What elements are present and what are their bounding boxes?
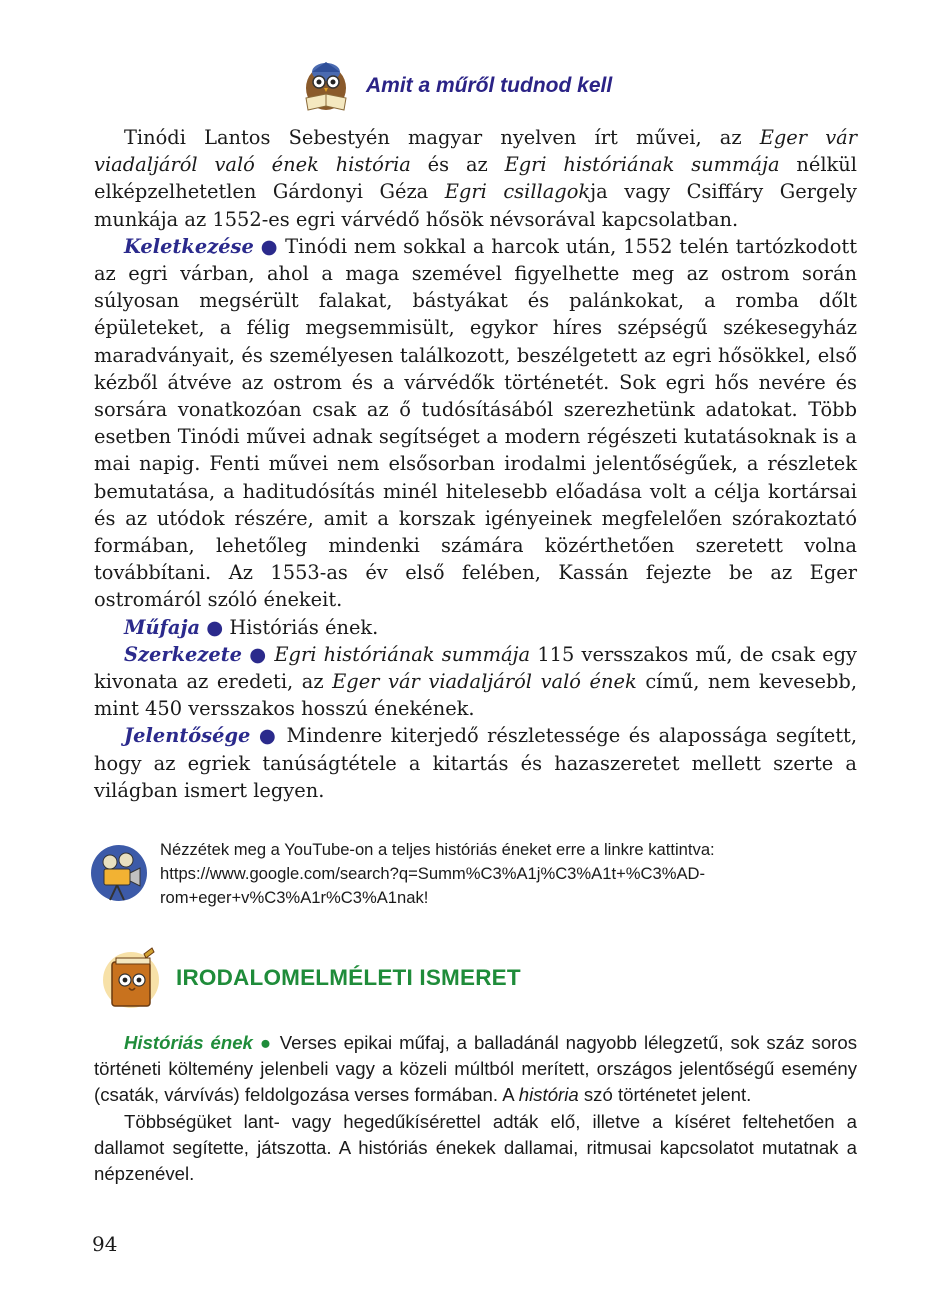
- term-heading: Keletkezése: [124, 234, 254, 258]
- text: Históriás ének.: [223, 615, 379, 639]
- text: ja vagy Csiffáry Gergely munkája az 1552-es egri várvédő hősök névsorával kapcsolatban.: [94, 180, 857, 231]
- paragraph-jelentosege: [94, 722, 857, 804]
- main-text: [94, 124, 857, 804]
- term-heading: Jelentősége: [124, 724, 251, 748]
- term-heading: Szerkezete: [124, 642, 242, 666]
- paragraph-mufaja: [94, 614, 857, 641]
- youtube-link-cont[interactable]: rom+eger+v%C3%A1r%C3%A1nak!: [160, 888, 429, 907]
- italic-title: Egri csillagok: [444, 180, 591, 204]
- youtube-note: [90, 838, 860, 910]
- page-number: 94: [92, 1232, 118, 1256]
- note-line: Nézzétek meg a YouTube-on a teljes históriás éneket erre a linkre kattintva:: [160, 840, 715, 859]
- text: 115 versszakos mű, de csak egy kivonata az eredeti, az: [94, 642, 857, 694]
- paragraph-intro: [94, 124, 857, 233]
- bullet: ●: [259, 1032, 273, 1053]
- bullet: ●: [258, 724, 279, 748]
- italic-title: Eger vár viadaljáról való ének história: [94, 126, 857, 177]
- text: Verses epikai műfaj, a balladánál nagyobb lélegzetű, sok száz soros történeti költemény jelenbeli vagy a közeli múltból merített, országos jelentőségű esemény (csaták, várvívás) feldolgozása verses formában. A: [94, 1032, 857, 1106]
- text: és az: [410, 153, 505, 177]
- term-heading: Műfaja: [124, 615, 201, 639]
- text: szó történetet jelent.: [578, 1084, 752, 1106]
- owl-reading-icon: [298, 58, 354, 114]
- text: Tinódi Lantos Sebestyén magyar nyelven írt művei, az: [124, 126, 760, 149]
- paragraph-keletkezese: [94, 233, 857, 614]
- term-heading: Históriás ének: [124, 1032, 253, 1053]
- text: Tinódi nem sokkal a harcok után, 1552 telén tartózkodott az egri várban, ahol a maga szemével figyelhette meg az ostrom során súlyosan megsérült falakat, bástyákat és palánkokat, a romba dőlt épületeket, a félig megsemmisült, egykor híres szépségű székesegyház maradványait, és személyesen találkozott, beszélgetett az egri hősökkel, első kézből átvéve az ostrom és a várvédők történetét. Sok egri hős nevére és sorsára vonatkozóan csak az ő tudósításából szerezhetünk adatokat. Több esetben Tinódi művei adnak segítséget a modern régészeti kutatásoknak is a mai napig. Fenti művei nem elsősorban irodalmi jelentőségűek, a részletek bemutatása, a haditudósítás minél hitelesebb előadása volt a célja kortársai és az utódok részére, amit a korszak igényeinek megfelelően szórakoztató formában, lehetőleg mindenki számára közérthetően szeretett volna továbbítani. Az 1553-as év első felében, Kassán fejezte be az Eger ostromáról szóló énekeit.: [94, 234, 857, 612]
- book-owl-icon: [100, 946, 162, 1010]
- text: nélkül elképzelhetetlen Gárdonyi Géza: [94, 153, 858, 204]
- theory-section-header: [100, 946, 521, 1010]
- theory-text: [94, 1030, 857, 1187]
- paragraph-szerkezete: [94, 641, 857, 723]
- bullet: ●: [260, 234, 279, 258]
- bullet: ●: [249, 642, 268, 666]
- italic-word: história: [518, 1084, 579, 1106]
- film-camera-icon: [90, 842, 148, 904]
- italic-title: Eger vár viadaljáról való ének: [332, 670, 637, 694]
- header-title: Amit a műről tudnod kell: [366, 74, 613, 97]
- note-text: [160, 838, 860, 910]
- youtube-link[interactable]: https://www.google.com/search?q=Summ%C3%A1j%C3%A1t+%C3%AD-: [160, 864, 706, 883]
- text: című, nem kevesebb, mint 450 versszakos hosszú énekének.: [94, 670, 857, 721]
- paragraph-historias-enek: [94, 1030, 857, 1109]
- italic-title: Egri históriának summája: [267, 642, 531, 666]
- italic-title: Egri históriának summája: [504, 153, 780, 177]
- paragraph-tobbseguket: Többségüket lant- vagy hegedűkísérettel adták elő, illetve a kíséret feltehetően a dallamot segítette, játszotta. A históriás énekek dallamai, ritmusai kapcsolatot mutatnak a népzenével.: [94, 1110, 857, 1185]
- section-header: [298, 58, 612, 114]
- bullet: ●: [206, 615, 224, 639]
- section-title: IRODALOMELMÉLETI ISMERET: [176, 965, 521, 990]
- text: Mindenre kiterjedő részletessége és alapossága segített, hogy az egriek tanúságtétele a kitartás és hazaszeretet mellett szerte a világban ismert legyen.: [94, 724, 857, 802]
